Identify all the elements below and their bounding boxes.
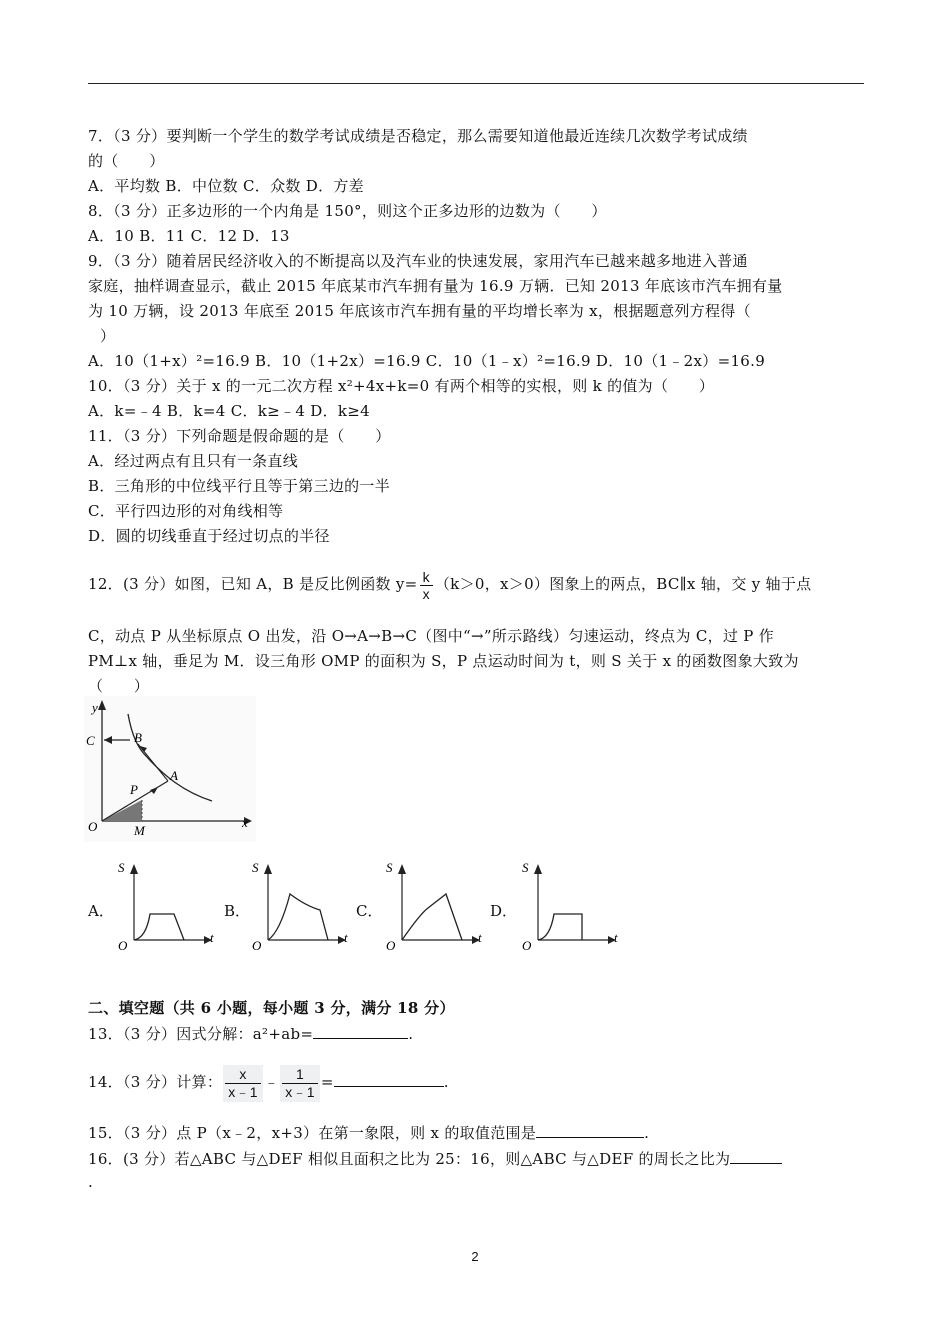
q14-line [88,1062,449,1102]
q9-line4: ） [100,327,116,345]
q14-end: . [443,1073,449,1091]
option-b-s: S [252,860,259,875]
q16-line [88,1149,782,1169]
q10-options: A．k=﹣4 B．k=4 C．k≥﹣4 D．k≥4 [88,402,370,420]
q16-answer-blank [730,1149,782,1164]
q13-answer-blank [313,1024,408,1039]
q12-option-d-label: D． [490,902,518,920]
q12-line3: PM⊥x 轴，垂足为 M．设三角形 OMP 的面积为 S，P 点运动时间为 t，则 S 关于 x 的函数图象大致为 [88,652,799,670]
q14-minus: ﹣ [263,1073,280,1091]
label-y: y [92,700,98,715]
q15-end: . [644,1124,650,1142]
q12-option-a-graph [112,858,218,966]
q12-frac-den: x [422,585,430,602]
q12-text-post: （k＞0，x＞0）图象上的两点，BC∥x 轴，交 y 轴于点 [434,575,812,593]
option-c-s: S [386,860,393,875]
q12-line1 [88,564,811,604]
q16-text: 16．(3 分）若△ABC 与△DEF 相似且面积之比为 25：16，则△ABC 与△DEF 的周长之比为 [88,1150,731,1168]
q14-f2-den: x﹣1 [285,1083,315,1100]
q9-line3: 为 10 万辆，设 2013 年底至 2015 年底该市汽车拥有量的平均增长率为 x，根据题意列方程得（ [88,302,751,320]
q11-line: 11．（3 分）下列命题是假命题的是（ ） [88,427,391,445]
q7-line1: 7．（3 分）要判断一个学生的数学考试成绩是否稳定，那么需要知道他最近连续几次数学考试成绩 [88,127,748,145]
label-m: M [134,823,145,838]
q15-text: 15．（3 分）点 P（x﹣2，x+3）在第一象限，则 x 的取值范围是 [88,1124,537,1142]
q12-fraction [420,569,433,602]
q13-line [88,1024,413,1044]
q9-line2: 家庭，抽样调查显示，截止 2015 年底某市汽车拥有量为 16.9 万辆．已知 2013 年底该市汽车拥有量 [88,277,783,295]
q15-answer-blank [536,1123,644,1138]
q14-f1-num: x [225,1066,261,1084]
q13-end: . [408,1025,414,1043]
q15-line [88,1123,649,1143]
section-2-heading: 二、填空题（共 6 小题，每小题 3 分，满分 18 分） [88,999,455,1017]
q12-text-pre: 12．(3 分）如图，已知 A，B 是反比例函数 y= [88,575,418,593]
option-b-t: t [344,930,348,945]
q8-options: A．10 B．11 C．12 D．13 [88,227,290,245]
label-a: A [170,768,178,783]
q14-answer-blank [334,1072,444,1087]
q14-fraction-1 [223,1065,263,1102]
option-b-o: O [252,938,262,953]
header-rule [88,83,864,84]
q14-f1-den: x﹣1 [228,1083,258,1100]
label-p: P [130,782,138,797]
label-o: O [88,819,98,834]
q11-option-b: B．三角形的中位线平行且等于第三边的一半 [88,477,391,495]
q12-option-c-graph [380,858,486,966]
q11-option-d: D．圆的切线垂直于经过切点的半径 [88,527,330,545]
q12-main-figure [84,696,256,842]
q12-option-c-label: C． [356,902,383,920]
q7-line2: 的（ ） [88,152,165,170]
q14-fraction-2 [280,1065,320,1102]
q9-options: A．10（1+x）²=16.9 B．10（1+2x）=16.9 C．10（1﹣x）²=16.9 D．10（1﹣2x）=16.9 [88,352,766,370]
q7-options: A．平均数 B．中位数 C．众数 D．方差 [88,177,364,195]
option-d-s: S [522,860,529,875]
option-c-t: t [478,930,482,945]
option-c-o: O [386,938,396,953]
option-a-t: t [210,930,214,945]
q12-line2: C，动点 P 从坐标原点 O 出发，沿 O→A→B→C（图中“→”所示路线）匀速运动，终点为 C，过 P 作 [88,627,775,645]
q14-f2-num: 1 [282,1066,318,1084]
q12-option-a-label: A． [88,902,114,920]
q10-line: 10．（3 分）关于 x 的一元二次方程 x²+4x+k=0 有两个相等的实根，则 k 的值为（ ） [88,377,715,395]
page-number: 2 [471,1249,479,1264]
option-a-o: O [118,938,128,953]
q13-text: 13．（3 分）因式分解：a²+ab= [88,1025,314,1043]
q12-line4: （ ） [88,677,150,695]
q14-text: 14．（3 分）计算： [88,1073,223,1091]
q8-line: 8．（3 分）正多边形的一个内角是 150°，则这个正多边形的边数为（ ） [88,202,607,220]
q12-frac-num: k [420,569,433,586]
q11-option-a: A．经过两点有且只有一条直线 [88,452,299,470]
q12-option-b-label: B． [224,902,251,920]
q12-option-b-graph [246,858,352,966]
label-x: x [242,815,248,830]
option-d-o: O [522,938,532,953]
option-a-s: S [118,860,125,875]
q14-equals: = [320,1073,334,1091]
label-b: B [134,730,142,745]
label-c: C [86,733,95,748]
option-d-t: t [614,930,618,945]
q11-option-c: C．平行四边形的对角线相等 [88,502,284,520]
q16-end: . [88,1173,94,1191]
q12-option-d-graph [516,858,622,966]
q9-line1: 9．（3 分）随着居民经济收入的不断提高以及汽车业的快速发展，家用汽车已越来越多地进入普通 [88,252,748,270]
